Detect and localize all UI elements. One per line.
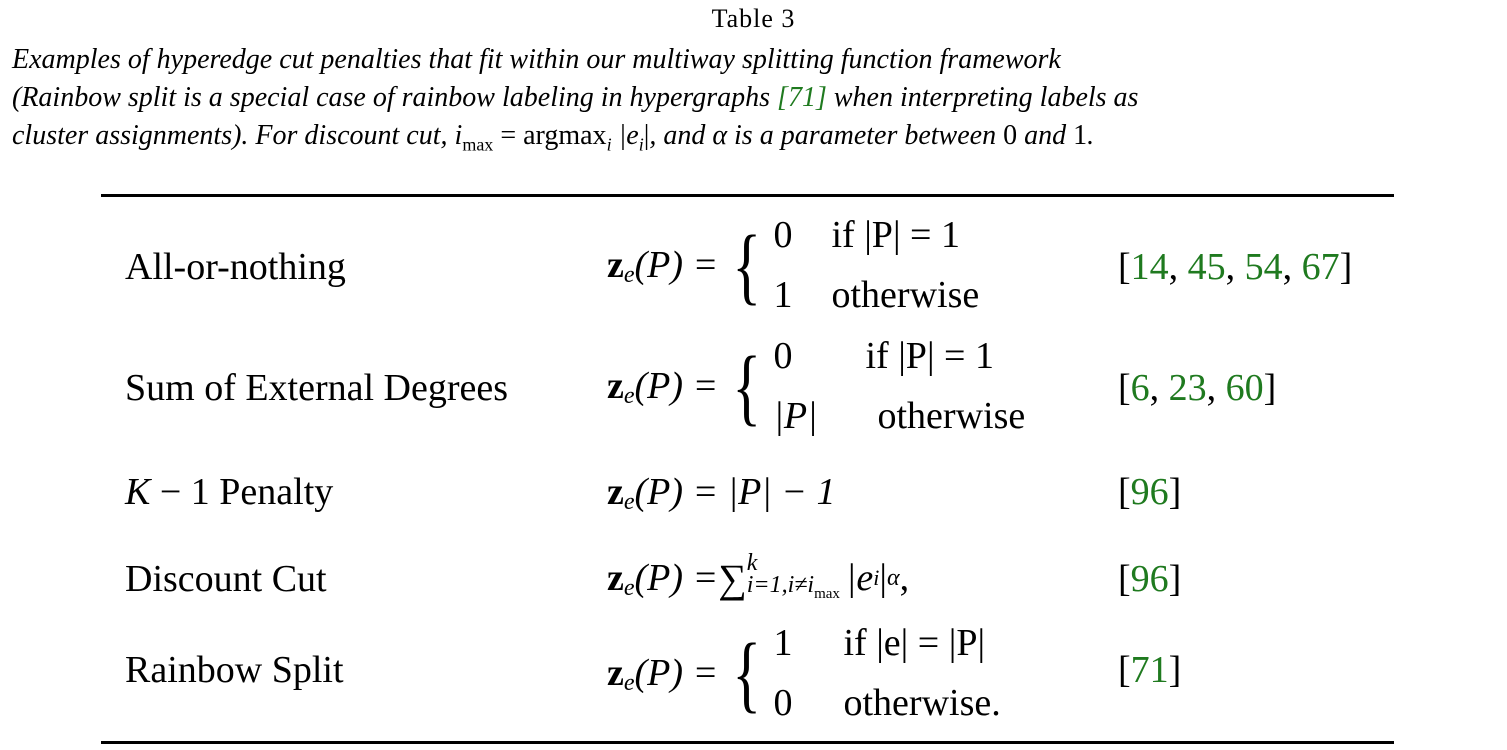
citation-link[interactable]: 45 — [1187, 246, 1226, 288]
summation-limits: k $i=1,i\ne i_{max}$ — [746, 550, 840, 602]
citation-link[interactable]: 23 — [1168, 367, 1207, 409]
caption-math-imax: $i_{max} = argmax_i$ $|e_i|$ — [454, 120, 650, 155]
caption-line-2 — [12, 79, 1490, 117]
penalty-references: [71] — [1118, 649, 1182, 691]
citation-link[interactable]: 14 — [1130, 246, 1169, 288]
table-row — [0, 326, 1507, 446]
table-top-rule — [101, 194, 1394, 197]
caption-line-1: Examples of hyperedge cut penalties that fit within our multiway splitting function framework — [12, 44, 1061, 75]
summation-icon: ∑ — [718, 555, 747, 601]
penalty-formula: z e (P) = |P| − 1 — [607, 471, 836, 515]
penalty-name: All-or-nothing — [125, 246, 346, 288]
caption-citation-link[interactable]: [71] — [777, 82, 827, 113]
penalty-name: Rainbow Split — [125, 649, 344, 691]
penalty-formula: z e (P) = { 0 if |P| = 1 1 otherwise — [607, 214, 980, 316]
caption-text: . — [1087, 120, 1095, 151]
caption-text: cluster assignments). For discount cut, — [12, 120, 455, 151]
table-row — [0, 205, 1507, 325]
citation-link[interactable]: 54 — [1244, 246, 1283, 288]
left-brace-icon: { — [732, 338, 762, 434]
caption-math-zero: 0 — [1003, 120, 1018, 151]
table-row — [0, 470, 1507, 520]
left-brace-icon: { — [732, 625, 762, 721]
penalty-formula: z e (P) = { 1 if |e| = |P| 0 otherwise. — [607, 622, 1001, 724]
caption-math-one: 1 — [1073, 120, 1088, 151]
penalty-references: [96] — [1118, 471, 1182, 513]
table-label: Table 3 — [711, 4, 796, 33]
table-row — [0, 552, 1507, 612]
caption-line-3 — [12, 117, 1490, 164]
citation-link[interactable]: 96 — [1130, 558, 1169, 600]
citation-link[interactable]: 71 — [1130, 649, 1169, 691]
penalty-references: [6, 23, 60] — [1118, 367, 1277, 409]
penalty-references: [14, 45, 54, 67] — [1118, 246, 1353, 288]
penalty-name: Sum of External Degrees — [125, 367, 509, 409]
penalty-name: K − 1 Penalty — [125, 471, 334, 513]
penalty-references: [96] — [1118, 558, 1182, 600]
table-bottom-rule — [101, 741, 1394, 744]
caption-text: and — [1017, 120, 1074, 151]
caption-text: when interpreting labels as — [826, 82, 1139, 113]
table-row — [0, 613, 1507, 733]
caption-text: (Rainbow split is a special case of rainbow labeling in hypergraphs — [12, 82, 778, 113]
citation-link[interactable]: 96 — [1130, 471, 1169, 513]
citation-link[interactable]: 6 — [1130, 367, 1150, 409]
citation-link[interactable]: 60 — [1225, 367, 1264, 409]
left-brace-icon: { — [732, 217, 762, 313]
table-caption — [12, 41, 1490, 164]
table-title — [0, 4, 1507, 34]
caption-text: , and α is a parameter between — [649, 120, 1004, 151]
penalty-formula: z e (P) = { 0 if |P| = 1 |P| otherwise — [607, 335, 1026, 437]
penalty-formula: z e (P) = ∑ k $i=1,i\ne i_{max}$ |e i | α , — [607, 552, 909, 605]
citation-link[interactable]: 67 — [1301, 246, 1340, 288]
penalty-name: Discount Cut — [125, 558, 327, 600]
